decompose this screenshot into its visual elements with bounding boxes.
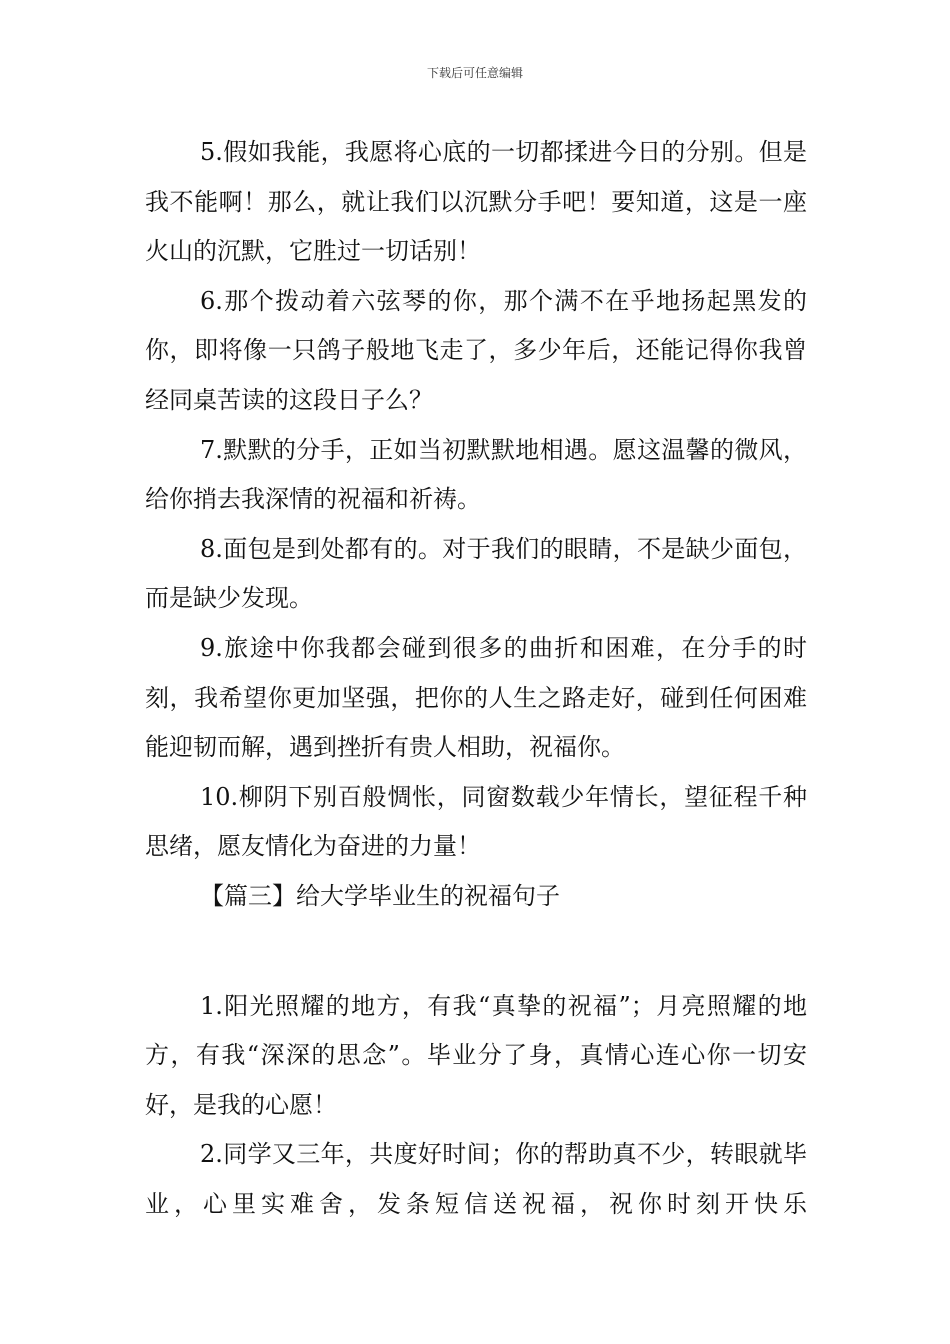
section3-paragraph-1: 1.阳光照耀的地方，有我“真挚的祝福”；月亮照耀的地方，有我“深深的思念”。毕业分了身，真情心连心你一切安好，是我的心愿！ [145,991,807,1119]
paragraph-8: 8.面包是到处都有的。对于我们的眼睛，不是缺少面包，而是缺少发现。 [145,534,807,613]
page-header-note: 下载后可任意编辑 [426,66,523,80]
paragraph-9: 9.旅途中你我都会碰到很多的曲折和困难，在分手的时刻，我希望你更加坚强，把你的人生之路走好，碰到任何困难能迎韧而解，遇到挫折有贵人相助，祝福你。 [145,633,807,762]
section-spacer [145,922,807,982]
paragraph-6: 6.那个拨动着六弦琴的你，那个满不在乎地扬起黑发的你，即将像一只鸽子般地飞走了，多少年后，还能记得你我曾经同桌苦读的这段日子么？ [145,286,807,414]
section3-paragraph-2: 2.同学又三年，共度好时间；你的帮助真不少，转眼就毕业，心里实难舍，发条短信送祝福，祝你时刻开快乐 [145,1140,807,1218]
paragraph-10: 10.柳阴下别百般惆怅，同窗数载少年情长，望征程千种思绪，愿友情化为奋进的力量！ [145,782,807,861]
document-body [145,128,807,1229]
section-heading: 【篇三】给大学毕业生的祝福句子 [200,881,560,910]
paragraph-7: 7.默默的分手，正如当初默默地相遇。愿这温馨的微风，给你捎去我深情的祝福和祈祷。 [145,435,807,514]
paragraph-5: 5.假如我能，我愿将心底的一切都揉进今日的分别。但是我不能啊！那么，就让我们以沉默分手吧！要知道，这是一座火山的沉默，它胜过一切话别！ [145,138,807,266]
